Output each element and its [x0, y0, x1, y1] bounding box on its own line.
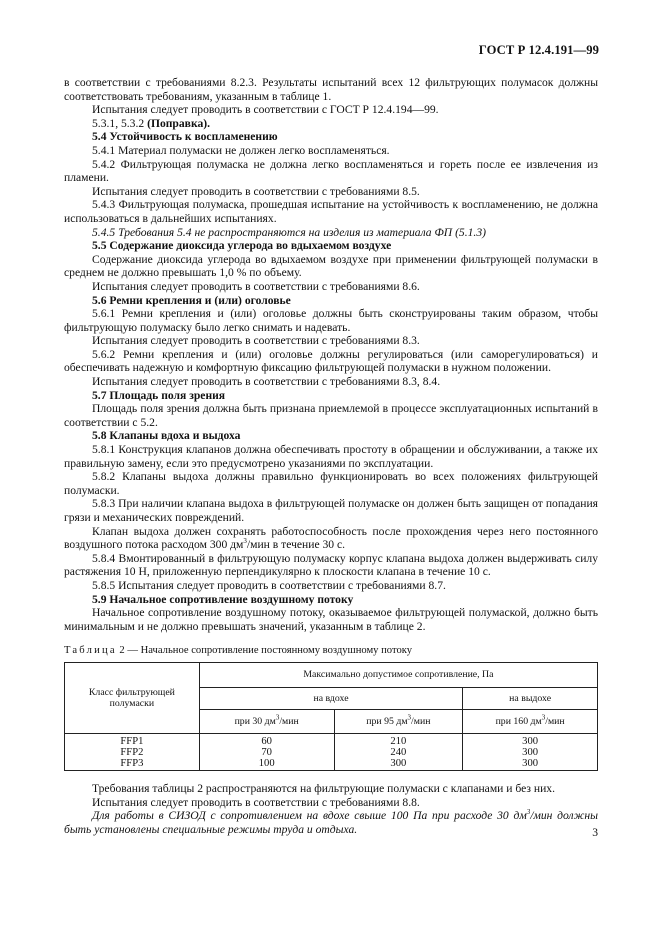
- paragraph: в соответствии с требованиями 8.2.3. Результаты испытаний всех 12 фильтрующих полумасок должны соответствовать требованиям, указанным в таблице 1.: [64, 76, 598, 103]
- table-caption-text: 2 — Начальное сопротивление постоянному воздушному потоку: [116, 645, 413, 657]
- section-heading-5-7: 5.7 Площадь поля зрения: [92, 388, 226, 402]
- document-code-header: ГОСТ Р 12.4.191—99: [478, 43, 599, 57]
- amendment-line: [64, 117, 598, 131]
- paragraph: Площадь поля зрения должна быть признана приемлемой в процессе эксплуатационных испытаний в соответствии с 5.2.: [64, 402, 598, 429]
- italic-note: [64, 809, 598, 836]
- superscript: 3: [526, 808, 531, 817]
- cell-class: FFP1: [65, 733, 200, 747]
- cell-exhale-160: 300: [463, 733, 598, 747]
- paragraph: Испытания следует проводить в соответствии с требованиями 8.3.: [92, 334, 420, 348]
- paragraph: Содержание диоксида углерода во вдыхаемом воздухе при применении фильтрующей полумаски в среднем не должно превышать 1,0 % по объему.: [64, 252, 598, 280]
- amendment-label: (Поправка).: [147, 116, 211, 130]
- superscript: 3: [275, 713, 280, 722]
- clause-number: 5.3.1, 5.3.2: [92, 116, 145, 130]
- section-heading-5-9: 5.9 Начальное сопротивление воздушному потоку: [92, 592, 354, 606]
- text-run: Для работы в СИЗОД с сопротивлением на вдохе свыше 100 Па при расходе 30 дм: [92, 809, 527, 823]
- text-run: /мин в течение 30 с.: [246, 538, 346, 552]
- paragraph: Испытания следует проводить в соответствии с ГОСТ Р 12.4.194—99.: [92, 103, 439, 117]
- header-inhale: на вдохе: [199, 687, 462, 709]
- paragraph: 5.6.1 Ремни крепления и (или) оголовье должны быть сконструированы таким образом, чтобы фильтрующую полумаску было легко снимать и надевать.: [64, 307, 598, 334]
- cell-inhale-95: 240: [334, 747, 463, 758]
- header-flow-95: [334, 709, 463, 733]
- text-run: /мин: [545, 715, 565, 727]
- paragraph: Испытания следует проводить в соответствии с требованиями 8.8.: [92, 795, 420, 809]
- resistance-table: [64, 662, 598, 771]
- italic-note: 5.4.5 Требования 5.4 не распространяются на изделия из материала ФП (5.1.3): [92, 225, 486, 239]
- text-run: при 30 дм: [234, 715, 276, 727]
- cell-inhale-95: 300: [334, 758, 463, 771]
- paragraph: 5.8.1 Конструкция клапанов должна обеспечивать простоту в обращении и обслуживании, а также их правильную замену, если это предусмотрено указаниями по эксплуатации.: [64, 443, 598, 470]
- paragraph: 5.8.3 При наличии клапана выдоха в фильтрующей полумаске он должен быть защищен от попадания грязи и механических повреждений.: [64, 497, 598, 524]
- cell-inhale-95: 210: [334, 733, 463, 747]
- paragraph: Требования таблицы 2 распространяются на фильтрующие полумаски с клапанами и без них.: [92, 781, 555, 795]
- section-heading-5-4: 5.4 Устойчивость к воспламенению: [92, 130, 278, 144]
- table-caption: [64, 644, 598, 658]
- header-flow-30: [199, 709, 334, 733]
- paragraph: 5.4.2 Фильтрующая полумаска не должна легко воспламеняться и гореть после ее извлечения из пламени.: [64, 157, 598, 185]
- cell-inhale-30: 60: [199, 733, 334, 747]
- text-run: /мин: [279, 715, 299, 727]
- table-row: [65, 758, 598, 771]
- superscript: 3: [243, 537, 247, 546]
- paragraph: 5.6.2 Ремни крепления и (или) оголовье должны регулироваться (или саморегулироваться) и обеспечивать надежную и комфортную фиксацию фильтрующей полумаски в нужном положении.: [64, 347, 598, 375]
- text-run: при 95 дм: [366, 715, 408, 727]
- section-heading-5-5: 5.5 Содержание диоксида углерода во вдыхаемом воздухе: [92, 239, 392, 253]
- text-run: /мин: [411, 715, 431, 727]
- header-max-resistance: Максимально допустимое сопротивление, Па: [199, 662, 597, 687]
- document-body: [64, 76, 598, 836]
- paragraph: 5.8.4 Вмонтированный в фильтрующую полумаску корпус клапана выдоха должен выдерживать силу растяжения 10 Н, приложенную перпендикулярно к плоскости клапана в течение 10 с.: [64, 551, 598, 579]
- table-row: [65, 733, 598, 747]
- page-number: 3: [592, 826, 598, 839]
- paragraph: Испытания следует проводить в соответствии с требованиями 8.6.: [92, 279, 420, 293]
- paragraph: Начальное сопротивление воздушному потоку, оказываемое фильтрующей полумаской, должно быть минимальным и не должно превышать значений, указанным в таблице 2.: [64, 606, 598, 633]
- paragraph: 5.8.2 Клапаны выдоха должны правильно функционировать во всех положениях фильтрующей полумаски.: [64, 470, 598, 497]
- superscript: 3: [407, 713, 412, 722]
- table-row: [65, 747, 598, 758]
- text-run: /мин должны быть установлены специальные режимы труда и отдыха.: [64, 809, 598, 836]
- header-class: Класс фильтрующей полумаски: [65, 662, 200, 733]
- paragraph: [64, 525, 598, 552]
- paragraph: 5.4.3 Фильтрующая полумаска, прошедшая испытание на устойчивость к воспламенению, не должна использоваться в дальнейших испытаниях.: [64, 198, 598, 225]
- paragraph: 5.8.5 Испытания следует проводить в соответствии с требованиями 8.7.: [92, 578, 446, 592]
- text-run: Клапан выдоха должен сохранять работоспособность после прохождения через него постоянного воздушного потока расходом 300 дм: [64, 524, 598, 552]
- header-flow-160: [463, 709, 598, 733]
- cell-exhale-160: 300: [463, 747, 598, 758]
- cell-inhale-30: 70: [199, 747, 334, 758]
- cell-inhale-30: 100: [199, 758, 334, 771]
- section-heading-5-8: 5.8 Клапаны вдоха и выдоха: [92, 429, 241, 443]
- cell-exhale-160: 300: [463, 758, 598, 771]
- table-caption-label: Таблица: [64, 645, 117, 657]
- paragraph: Испытания следует проводить в соответствии с требованиями 8.3, 8.4.: [92, 375, 441, 389]
- header-exhale: на выдохе: [463, 687, 598, 709]
- paragraph: Испытания следует проводить в соответствии с требованиями 8.5.: [92, 184, 420, 198]
- paragraph: 5.4.1 Материал полумаски не должен легко воспламеняться.: [92, 143, 390, 157]
- superscript: 3: [541, 713, 546, 722]
- text-run: при 160 дм: [495, 715, 542, 727]
- cell-class: FFP3: [65, 758, 200, 771]
- section-heading-5-6: 5.6 Ремни крепления и (или) оголовье: [92, 293, 291, 307]
- cell-class: FFP2: [65, 747, 200, 758]
